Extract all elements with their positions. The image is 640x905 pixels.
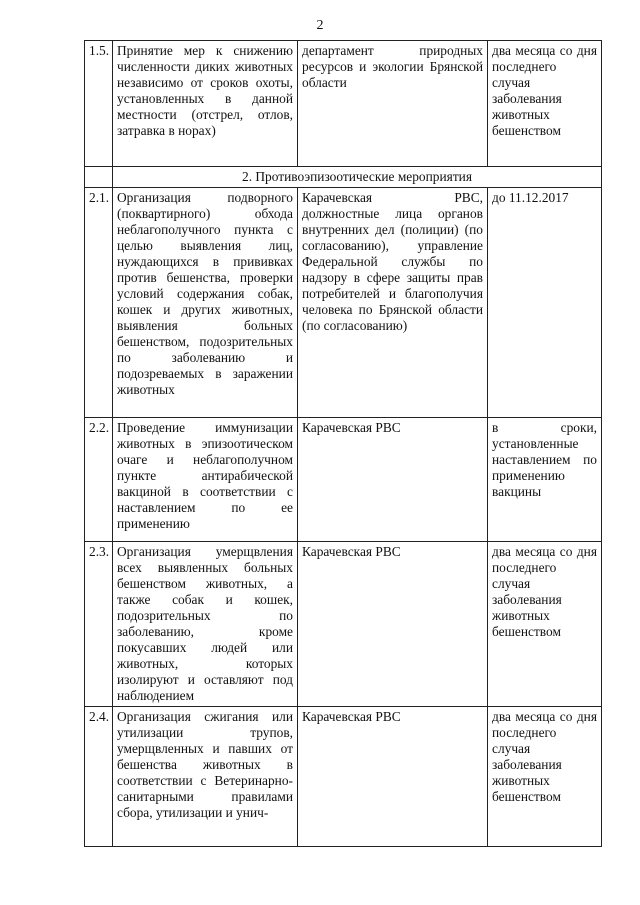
row-number: 2.3. [85,542,113,707]
table-row [85,41,602,167]
term-cell: в сроки, установленные наставлением по применению вакцины [488,418,602,542]
table-row [85,188,602,418]
row-number: 1.5. [85,41,113,167]
responsible-cell: Карачевская РВС [298,418,488,542]
table-row [85,418,602,542]
term-cell: два месяца со дня последнего случая заболевания животных бешенством [488,542,602,707]
responsible-cell: Карачевская РВС [298,542,488,707]
table-row [85,542,602,707]
action-cell: Организация сжигания или утилизации трупов, умерщвленных и павших от бешенства животных в соответствии с Ветеринарно-санитарными правилами сбора, утилизации и унич- [113,707,298,847]
section-number-cell [85,167,113,188]
row-number: 2.2. [85,418,113,542]
responsible-cell: Карачевская РВС [298,707,488,847]
page-number: 2 [316,18,324,33]
row-number: 2.1. [85,188,113,418]
table-row [85,707,602,847]
term-cell: до 11.12.2017 [488,188,602,418]
term-cell: два месяца со дня последнего случая заболевания животных бешенством [488,707,602,847]
term-cell: два месяца со дня последнего случая заболевания животных бешенством [488,41,602,167]
measures-table [84,40,602,847]
action-cell: Организация умерщвления всех выявленных больных бешенством животных, а также собак и кошек, подозрительных по заболеванию, кроме покусавших людей или животных, которых изолируют и оставляют под наблюдением [113,542,298,707]
responsible-cell: Карачевская РВС, должностные лица органов внутренних дел (полиции) (по согласованию), управление Федеральной службы по надзору в сфере защиты прав потребителей и благополучия человека по Брянской области (по согласованию) [298,188,488,418]
action-cell: Принятие мер к снижению численности диких животных независимо от сроков охоты, установленных в данной местности (отстрел, отлов, затравка в норах) [113,41,298,167]
section-title: 2. Противоэпизоотические мероприятия [113,167,602,188]
row-number: 2.4. [85,707,113,847]
responsible-cell: департамент природных ресурсов и экологии Брянской области [298,41,488,167]
section-header-row [85,167,602,188]
action-cell: Организация подворного (поквартирного) обхода неблагополучного пункта с целью выявления лиц, нуждающихся в прививках против бешенства, проверки условий содержания собак, кошек и других животных, выявления больных бешенством, подозрительных по заболеванию и подозреваемых в заражении животных [113,188,298,418]
action-cell: Проведение иммунизации животных в эпизоотическом очаге и неблагополучном пункте антирабической вакциной в соответствии с наставлением по ее применению [113,418,298,542]
